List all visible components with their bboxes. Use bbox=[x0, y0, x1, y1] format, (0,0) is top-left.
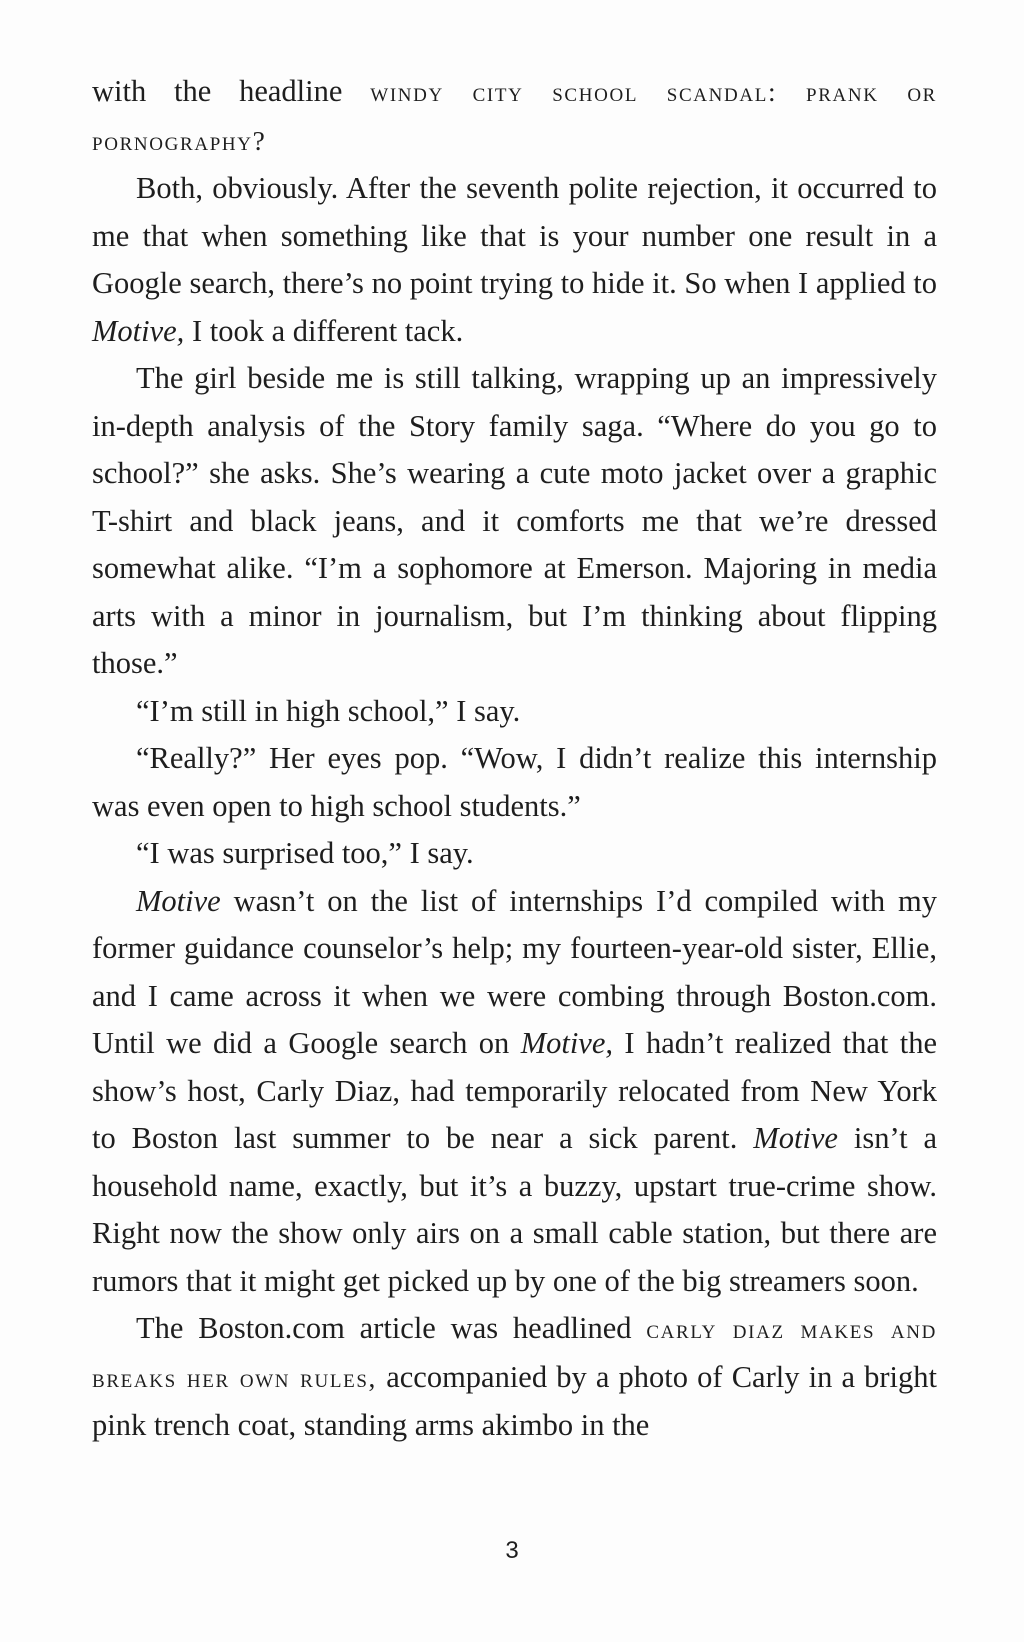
text-run: The girl beside me is still talking, wrapping up an impressively in-depth analysis of the Story family saga. “Where do you go to school?” she asks. She’s wearing a cute moto jacket over a graphic T-shirt and black jeans, and it comforts me that we’re dressed somewhat alike. “I’m a sophomore at Emerson. Majoring in media arts with a minor in journalism, but I’m thinking about flipping those.” bbox=[92, 361, 937, 680]
headline-smallcaps: carly diaz makes and breaks her own rules, bbox=[92, 1314, 937, 1393]
page-number: 3 bbox=[505, 1537, 519, 1564]
text-run: I took a different tack. bbox=[184, 313, 464, 348]
paragraph bbox=[92, 68, 937, 165]
text-run: wasn’t on the list of internships I’d compiled with my former guidance counselor’s help; my fourteen-year-old sister, Ellie, and I came across it when we were combing through Boston.com. Until we did a Google search on bbox=[92, 883, 937, 1060]
text-run: “Really?” Her eyes pop. “Wow, I didn’t realize this internship was even open to high school students.” bbox=[92, 741, 937, 823]
body-text bbox=[92, 68, 937, 1450]
text-run: The Boston.com article was headlined bbox=[136, 1311, 647, 1345]
headline-smallcaps: windy city school scandal: prank or pornography? bbox=[92, 77, 938, 156]
italic-text: Motive bbox=[136, 883, 221, 918]
paragraph bbox=[92, 1305, 937, 1450]
paragraph bbox=[92, 878, 937, 1306]
paragraph bbox=[92, 688, 937, 736]
text-run: accompanied by a photo of Carly in a bright pink trench coat, standing arms akimbo in the bbox=[92, 1359, 937, 1442]
paragraph bbox=[92, 830, 937, 878]
paragraph bbox=[92, 355, 937, 688]
text-run: Both, obviously. After the seventh polite rejection, it occurred to me that when something like that is your number one result in a Google search, there’s no point trying to hide it. So when I applied to bbox=[92, 171, 937, 300]
italic-text: Motive, bbox=[520, 1026, 614, 1060]
text-run: “I’m still in high school,” I say. bbox=[136, 693, 521, 728]
italic-text: Motive, bbox=[92, 313, 185, 348]
paragraph bbox=[92, 735, 937, 830]
italic-text: Motive bbox=[753, 1121, 838, 1155]
text-run: “I was surprised too,” I say. bbox=[136, 836, 474, 870]
paragraph bbox=[92, 165, 937, 355]
text-run: with the headline bbox=[92, 74, 371, 108]
text-run: I hadn’t realized that the show’s host, Carly Diaz, had temporarily relocated from New York to Boston last summer to be near a sick parent. bbox=[92, 1026, 937, 1155]
text-run: isn’t a household name, exactly, but it’s a buzzy, upstart true-crime show. Right now the show only airs on a small cable station, but there are rumors that it might get picked up by one of the big streamers soon. bbox=[92, 1121, 937, 1298]
